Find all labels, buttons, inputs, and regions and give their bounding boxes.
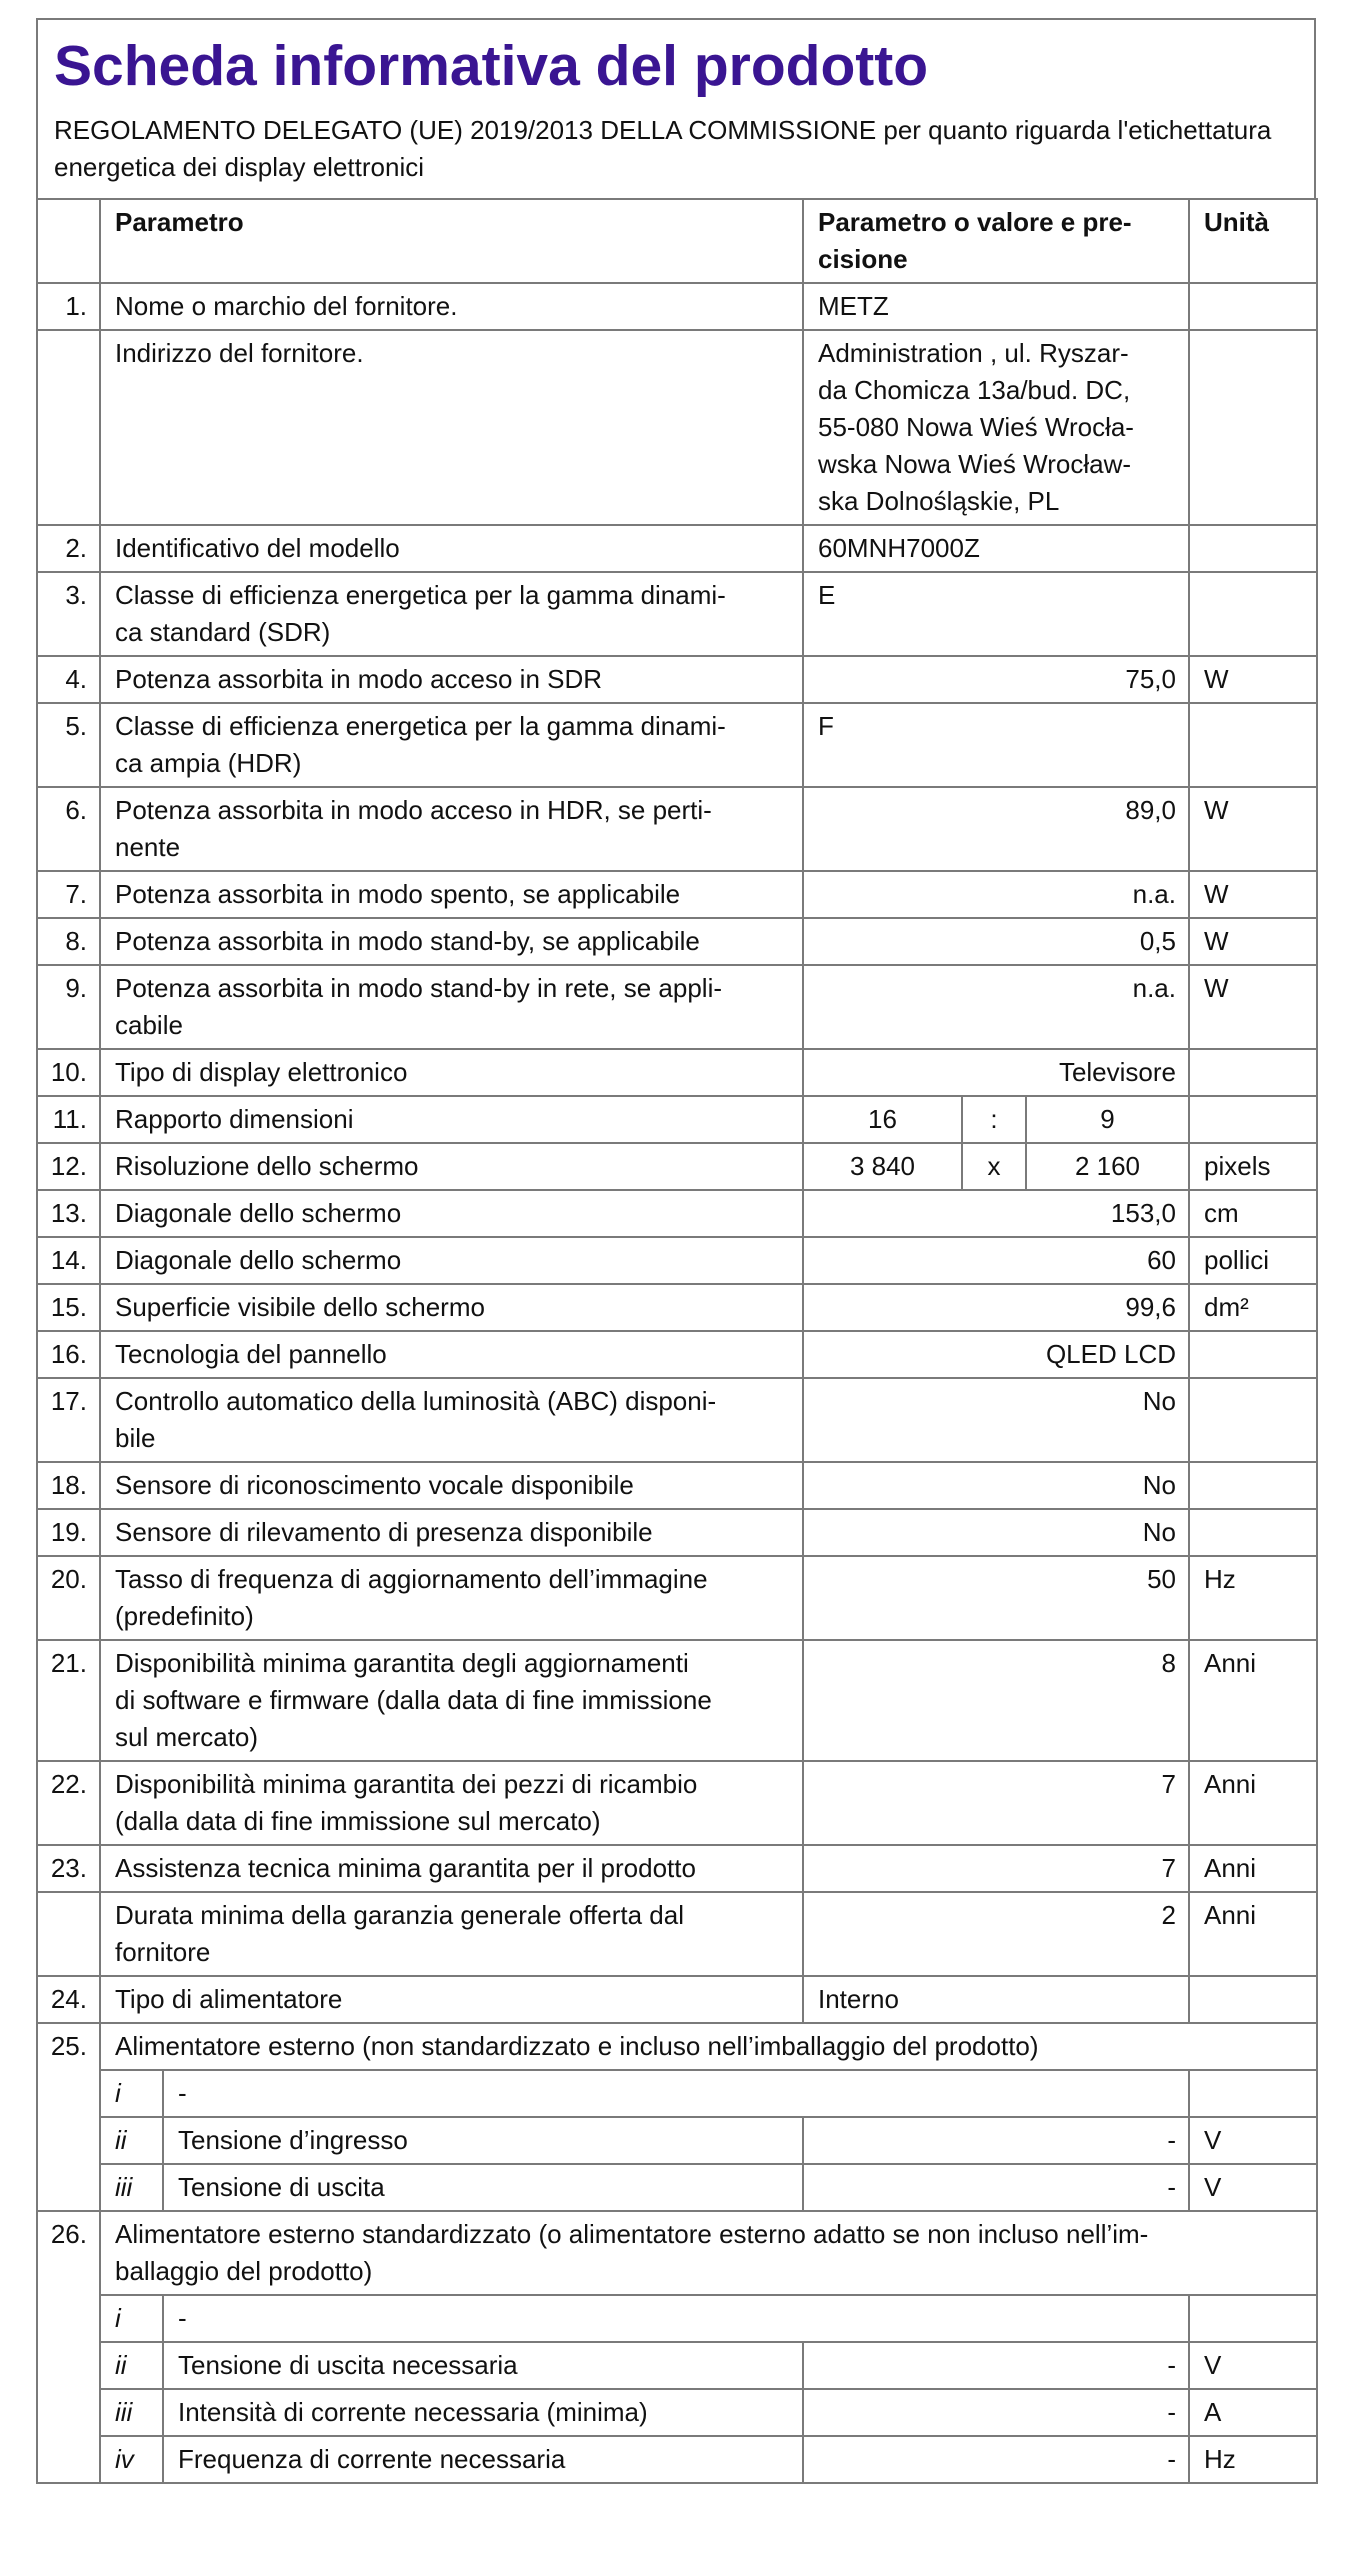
row-number: 1.	[37, 283, 100, 330]
page-title: Scheda informativa del prodotto	[54, 34, 929, 98]
sub-value: -	[803, 2117, 1189, 2164]
row-number: 22.	[37, 1761, 100, 1845]
unit-cell: pixels	[1189, 1143, 1317, 1190]
table-row	[37, 1845, 1317, 1892]
value-cell: E	[803, 572, 1189, 656]
unit-cell	[1189, 1096, 1317, 1143]
table-row	[37, 1049, 1317, 1096]
parameter-label: Diagonale dello schermo	[100, 1237, 803, 1284]
unit-cell	[1189, 1462, 1317, 1509]
unit-cell	[1189, 1378, 1317, 1462]
parameter-label: Potenza assorbita in modo acceso in SDR	[100, 656, 803, 703]
row-number: 16.	[37, 1331, 100, 1378]
value-cell: 99,6	[803, 1284, 1189, 1331]
row-number: 17.	[37, 1378, 100, 1462]
table-row	[37, 1761, 1317, 1845]
value-separator: :	[962, 1096, 1026, 1143]
parameter-label: Superficie visibile dello schermo	[100, 1284, 803, 1331]
sub-index: iii	[100, 2164, 163, 2211]
sub-parameter: Tensione di uscita	[163, 2164, 803, 2211]
sub-unit	[1189, 2070, 1317, 2117]
table-row	[37, 1190, 1317, 1237]
value-cell: Interno	[803, 1976, 1189, 2023]
value-cell: 8	[803, 1640, 1189, 1761]
value-cell: 7	[803, 1845, 1189, 1892]
parameter-label: Disponibilità minima garantita dei pezzi di ricambio (dalla data di fine immissione sul mercato)	[100, 1761, 803, 1845]
value-cell: 7	[803, 1761, 1189, 1845]
sub-index: i	[100, 2070, 163, 2117]
table-row	[37, 787, 1317, 871]
parameter-label: Indirizzo del fornitore.	[100, 330, 803, 525]
sub-unit: A	[1189, 2389, 1317, 2436]
parameter-label: Disponibilità minima garantita degli aggiornamenti di software e firmware (dalla data di fine immissione sul mercato)	[100, 1640, 803, 1761]
table-row	[37, 1892, 1317, 1976]
parameter-label: Potenza assorbita in modo acceso in HDR, se perti- nente	[100, 787, 803, 871]
row-number: 2.	[37, 525, 100, 572]
sub-unit	[1189, 2295, 1317, 2342]
parameter-label: Tasso di frequenza di aggiornamento dell’immagine (predefinito)	[100, 1556, 803, 1640]
parameter-label: Durata minima della garanzia generale offerta dal fornitore	[100, 1892, 803, 1976]
unit-cell	[1189, 703, 1317, 787]
table-row	[37, 1143, 1317, 1190]
unit-cell	[1189, 572, 1317, 656]
sub-row	[37, 2436, 1317, 2483]
unit-cell: Anni	[1189, 1640, 1317, 1761]
value-cell: 60	[803, 1237, 1189, 1284]
row-number: 21.	[37, 1640, 100, 1761]
value-cell: No	[803, 1462, 1189, 1509]
sub-row	[37, 2295, 1317, 2342]
unit-cell: W	[1189, 787, 1317, 871]
value-cell: No	[803, 1509, 1189, 1556]
table-row	[37, 1462, 1317, 1509]
value-cell: Administration , ul. Ryszar- da Chomicza 13a/bud. DC, 55-080 Nowa Wieś Wrocła- wska Nowa Wieś Wrocław- ska Dolnośląskie, PL	[803, 330, 1189, 525]
row-number: 4.	[37, 656, 100, 703]
row-number: 13.	[37, 1190, 100, 1237]
parameter-label: Potenza assorbita in modo stand-by in rete, se appli- cabile	[100, 965, 803, 1049]
parameter-label: Identificativo del modello	[100, 525, 803, 572]
sub-value: -	[803, 2389, 1189, 2436]
parameter-label: Potenza assorbita in modo spento, se applicabile	[100, 871, 803, 918]
product-info-sheet	[36, 18, 1316, 2484]
spec-table	[36, 198, 1318, 2484]
row-number: 19.	[37, 1509, 100, 1556]
value-cell: 0,5	[803, 918, 1189, 965]
sub-index: i	[100, 2295, 163, 2342]
table-row	[37, 1509, 1317, 1556]
value-cell: F	[803, 703, 1189, 787]
table-row	[37, 1096, 1317, 1143]
unit-cell: W	[1189, 656, 1317, 703]
value-cell: 153,0	[803, 1190, 1189, 1237]
table-row	[37, 1284, 1317, 1331]
unit-cell: pollici	[1189, 1237, 1317, 1284]
row-number	[37, 330, 100, 525]
row-number: 12.	[37, 1143, 100, 1190]
sub-parameter: Frequenza di corrente necessaria	[163, 2436, 803, 2483]
unit-cell: dm²	[1189, 1284, 1317, 1331]
parameter-label: Tipo di alimentatore	[100, 1976, 803, 2023]
unit-cell	[1189, 1049, 1317, 1096]
table-row	[37, 703, 1317, 787]
parameter-label: Sensore di rilevamento di presenza disponibile	[100, 1509, 803, 1556]
unit-cell	[1189, 330, 1317, 525]
regulation-subtitle: REGOLAMENTO DELEGATO (UE) 2019/2013 DELLA COMMISSIONE per quanto riguarda l'etichettatura energetica dei display elettronici	[54, 115, 1272, 182]
row-number: 8.	[37, 918, 100, 965]
unit-cell: Anni	[1189, 1892, 1317, 1976]
table-row	[37, 656, 1317, 703]
unit-cell: cm	[1189, 1190, 1317, 1237]
row-number: 18.	[37, 1462, 100, 1509]
value-cell: 89,0	[803, 787, 1189, 871]
sub-row	[37, 2342, 1317, 2389]
parameter-label: Classe di efficienza energetica per la gamma dinami- ca ampia (HDR)	[100, 703, 803, 787]
value-cell: No	[803, 1378, 1189, 1462]
value-part-1: 16	[803, 1096, 962, 1143]
unit-cell	[1189, 1976, 1317, 2023]
unit-cell: Hz	[1189, 1556, 1317, 1640]
row-number: 6.	[37, 787, 100, 871]
row-number: 3.	[37, 572, 100, 656]
value-separator: x	[962, 1143, 1026, 1190]
parameter-label: Sensore di riconoscimento vocale disponibile	[100, 1462, 803, 1509]
sub-unit: Hz	[1189, 2436, 1317, 2483]
header-value: Parametro o valore e pre- cisione	[803, 199, 1189, 283]
group-title: Alimentatore esterno (non standardizzato e incluso nell’imballaggio del prodotto)	[100, 2023, 1317, 2070]
row-number: 23.	[37, 1845, 100, 1892]
row-number: 20.	[37, 1556, 100, 1640]
sub-row	[37, 2117, 1317, 2164]
value-cell: 75,0	[803, 656, 1189, 703]
row-number: 14.	[37, 1237, 100, 1284]
table-row	[37, 2211, 1317, 2295]
sub-value: -	[803, 2436, 1189, 2483]
unit-cell	[1189, 525, 1317, 572]
value-part-2: 2 160	[1026, 1143, 1189, 1190]
header-num-cell	[37, 199, 100, 283]
sub-index: ii	[100, 2342, 163, 2389]
table-row	[37, 1331, 1317, 1378]
parameter-label: Classe di efficienza energetica per la gamma dinami- ca standard (SDR)	[100, 572, 803, 656]
sub-row	[37, 2070, 1317, 2117]
sub-parameter: -	[163, 2070, 1189, 2117]
sub-unit: V	[1189, 2164, 1317, 2211]
table-header-row	[37, 199, 1317, 283]
table-row	[37, 2023, 1317, 2070]
sub-parameter: Intensità di corrente necessaria (minima)	[163, 2389, 803, 2436]
sub-parameter: -	[163, 2295, 1189, 2342]
sub-index: ii	[100, 2117, 163, 2164]
parameter-label: Risoluzione dello schermo	[100, 1143, 803, 1190]
sub-unit: V	[1189, 2117, 1317, 2164]
sub-unit: V	[1189, 2342, 1317, 2389]
parameter-label: Diagonale dello schermo	[100, 1190, 803, 1237]
table-row	[37, 283, 1317, 330]
value-cell: n.a.	[803, 965, 1189, 1049]
table-row	[37, 1640, 1317, 1761]
table-row	[37, 330, 1317, 525]
table-row	[37, 965, 1317, 1049]
row-number: 9.	[37, 965, 100, 1049]
table-row	[37, 1378, 1317, 1462]
table-row	[37, 1556, 1317, 1640]
sub-index: iv	[100, 2436, 163, 2483]
table-row	[37, 1237, 1317, 1284]
table-row	[37, 918, 1317, 965]
unit-cell: Anni	[1189, 1761, 1317, 1845]
unit-cell: W	[1189, 918, 1317, 965]
value-cell: QLED LCD	[803, 1331, 1189, 1378]
row-number: 7.	[37, 871, 100, 918]
sheet-header	[36, 18, 1316, 198]
sub-row	[37, 2389, 1317, 2436]
value-cell: 50	[803, 1556, 1189, 1640]
unit-cell	[1189, 1331, 1317, 1378]
parameter-label: Assistenza tecnica minima garantita per il prodotto	[100, 1845, 803, 1892]
sub-parameter: Tensione d’ingresso	[163, 2117, 803, 2164]
unit-cell	[1189, 1509, 1317, 1556]
unit-cell: W	[1189, 871, 1317, 918]
parameter-label: Nome o marchio del fornitore.	[100, 283, 803, 330]
unit-cell: Anni	[1189, 1845, 1317, 1892]
parameter-label: Rapporto dimensioni	[100, 1096, 803, 1143]
parameter-label: Controllo automatico della luminosità (ABC) disponi- bile	[100, 1378, 803, 1462]
group-title: Alimentatore esterno standardizzato (o alimentatore esterno adatto se non incluso nell’im- ballaggio del prodotto)	[100, 2211, 1317, 2295]
value-cell: METZ	[803, 283, 1189, 330]
unit-cell: W	[1189, 965, 1317, 1049]
row-number: 15.	[37, 1284, 100, 1331]
sub-value: -	[803, 2342, 1189, 2389]
table-row	[37, 871, 1317, 918]
parameter-label: Tipo di display elettronico	[100, 1049, 803, 1096]
table-row	[37, 1976, 1317, 2023]
sub-row	[37, 2164, 1317, 2211]
value-part-2: 9	[1026, 1096, 1189, 1143]
value-cell: 60MNH7000Z	[803, 525, 1189, 572]
header-unit: Unità	[1189, 199, 1317, 283]
unit-cell	[1189, 283, 1317, 330]
header-param: Parametro	[100, 199, 803, 283]
table-row	[37, 525, 1317, 572]
value-cell: Televisore	[803, 1049, 1189, 1096]
value-cell: n.a.	[803, 871, 1189, 918]
row-number: 26.	[37, 2211, 100, 2483]
row-number: 5.	[37, 703, 100, 787]
sub-index: iii	[100, 2389, 163, 2436]
parameter-label: Tecnologia del pannello	[100, 1331, 803, 1378]
row-number: 25.	[37, 2023, 100, 2211]
row-number: 10.	[37, 1049, 100, 1096]
table-row	[37, 572, 1317, 656]
row-number: 11.	[37, 1096, 100, 1143]
parameter-label: Potenza assorbita in modo stand-by, se applicabile	[100, 918, 803, 965]
value-cell: 2	[803, 1892, 1189, 1976]
row-number	[37, 1892, 100, 1976]
sub-parameter: Tensione di uscita necessaria	[163, 2342, 803, 2389]
value-part-1: 3 840	[803, 1143, 962, 1190]
sub-value: -	[803, 2164, 1189, 2211]
row-number: 24.	[37, 1976, 100, 2023]
